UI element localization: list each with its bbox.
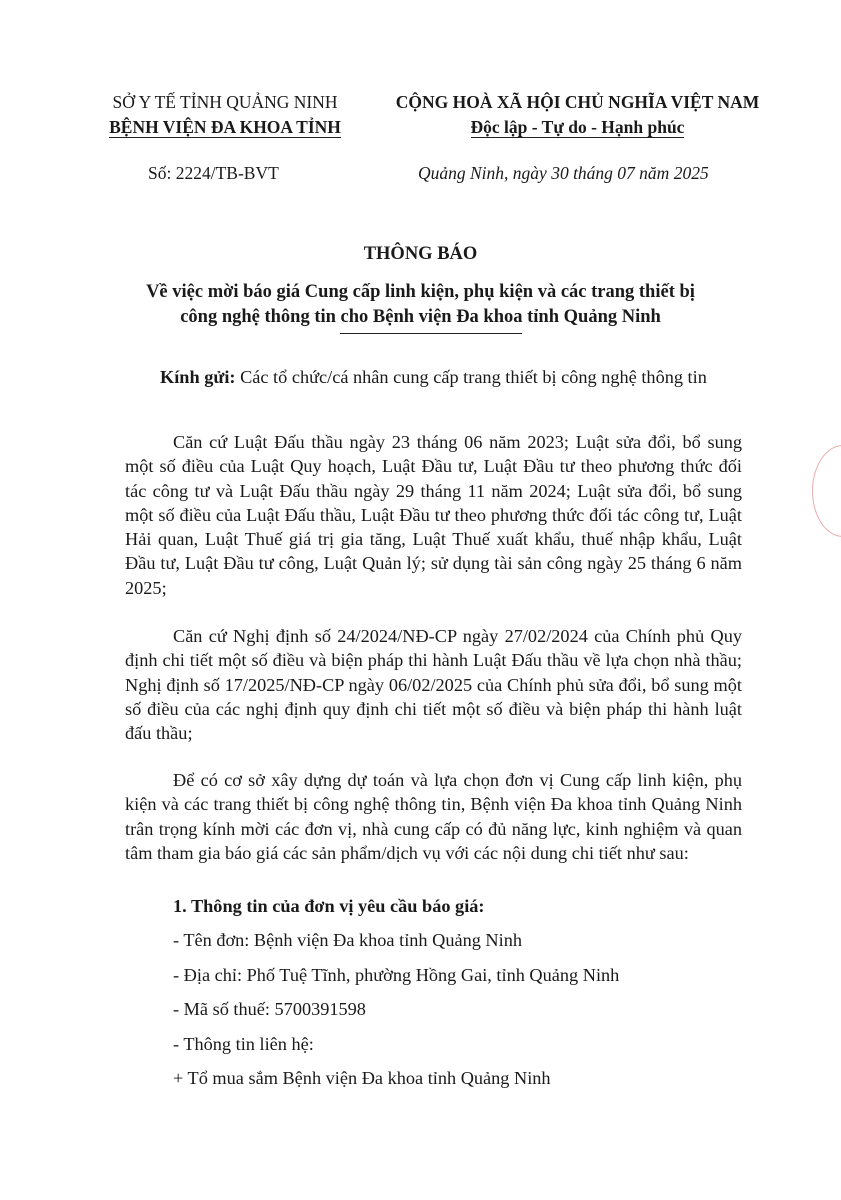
doc-number: Số: 2224/TB-BVT xyxy=(148,163,279,183)
paragraph-text: Căn cứ Nghị định số 24/2024/NĐ-CP ngày 27/02/2024 của Chính phủ Quy định chi tiết một số điều và biện pháp thi hành Luật Đấu thầu về lựa chọn nhà thầu; Nghị định số 17/2025/NĐ-CP ngày 06/02/2025 của Chính phủ sửa đổi, bổ sung một số điều của các nghị định quy định chi tiết một số điều và biện pháp thi hành luật đấu thầu; xyxy=(125,626,742,744)
agency-name: SỞ Y TẾ TỈNH QUẢNG NINH xyxy=(112,92,338,112)
info-name: - Tên đơn: Bệnh viện Đa khoa tỉnh Quảng Ninh xyxy=(173,930,522,950)
red-stamp-fragment xyxy=(812,445,841,537)
paragraph-invitation xyxy=(125,768,742,865)
paragraph-text: Để có cơ sở xây dựng dự toán và lựa chọn đơn vị Cung cấp linh kiện, phụ kiện và các trang thiết bị công nghệ thông tin, Bệnh viện Đa khoa tỉnh Quảng Ninh trân trọng kính mời các đơn vị, nhà cung cấp có đủ năng lực, kinh nghiệm và quan tâm tham gia báo giá các sản phẩm/dịch vụ với các nội dung chi tiết như sau: xyxy=(125,770,742,863)
doc-subject-line1: Về việc mời báo giá Cung cấp linh kiện, phụ kiện và các trang thiết bị xyxy=(146,282,695,302)
title-divider xyxy=(340,333,522,334)
section1-heading: 1. Thông tin của đơn vị yêu cầu báo giá: xyxy=(173,896,485,916)
doc-subject-line2: công nghệ thông tin cho Bệnh viện Đa khoa tỉnh Quảng Ninh xyxy=(180,307,661,327)
recipient-text: Các tổ chức/cá nhân cung cấp trang thiết bị công nghệ thông tin xyxy=(240,367,707,387)
info-address: - Địa chỉ: Phố Tuệ Tĩnh, phường Hồng Gai, tỉnh Quảng Ninh xyxy=(173,965,620,985)
info-contact: - Thông tin liên hệ: xyxy=(173,1034,314,1054)
paragraph-text: Căn cứ Luật Đấu thầu ngày 23 tháng 06 năm 2023; Luật sửa đổi, bổ sung một số điều của Luật Quy hoạch, Luật Đầu tư, Luật Đầu tư theo phương thức đối tác công tư và Luật Đấu thầu ngày 29 tháng 11 năm 2024; Luật sửa đổi, bổ sung một số điều của Luật Đấu thầu, Luật Đầu tư theo phương thức đối tác công tư, Luật Hải quan, Luật Thuế giá trị gia tăng, Luật Thuế xuất khẩu, thuế nhập khẩu, Luật Đầu tư, Luật Đầu tư công, Luật Quản lý; sử dụng tài sản công ngày 25 tháng 6 năm 2025; xyxy=(125,432,742,598)
paragraph-legal-basis-1 xyxy=(125,430,742,600)
motto xyxy=(385,115,770,140)
hospital-name-text: BỆNH VIỆN ĐA KHOA TỈNH xyxy=(109,117,341,137)
info-tax-code: - Mã số thuế: 5700391598 xyxy=(173,999,366,1019)
doc-title: THÔNG BÁO xyxy=(363,244,478,264)
hospital-name xyxy=(100,115,350,140)
recipient-label: Kính gửi: xyxy=(160,367,236,387)
recipient-line xyxy=(160,367,707,388)
paragraph-legal-basis-2 xyxy=(125,624,742,745)
place-date: Quảng Ninh, ngày 30 tháng 07 năm 2025 xyxy=(418,163,709,183)
info-purchasing-team: + Tổ mua sắm Bệnh viện Đa khoa tỉnh Quảng Ninh xyxy=(173,1068,551,1088)
motto-text: Độc lập - Tự do - Hạnh phúc xyxy=(470,117,685,137)
country-name: CỘNG HOÀ XÃ HỘI CHỦ NGHĨA VIỆT NAM xyxy=(395,92,760,112)
